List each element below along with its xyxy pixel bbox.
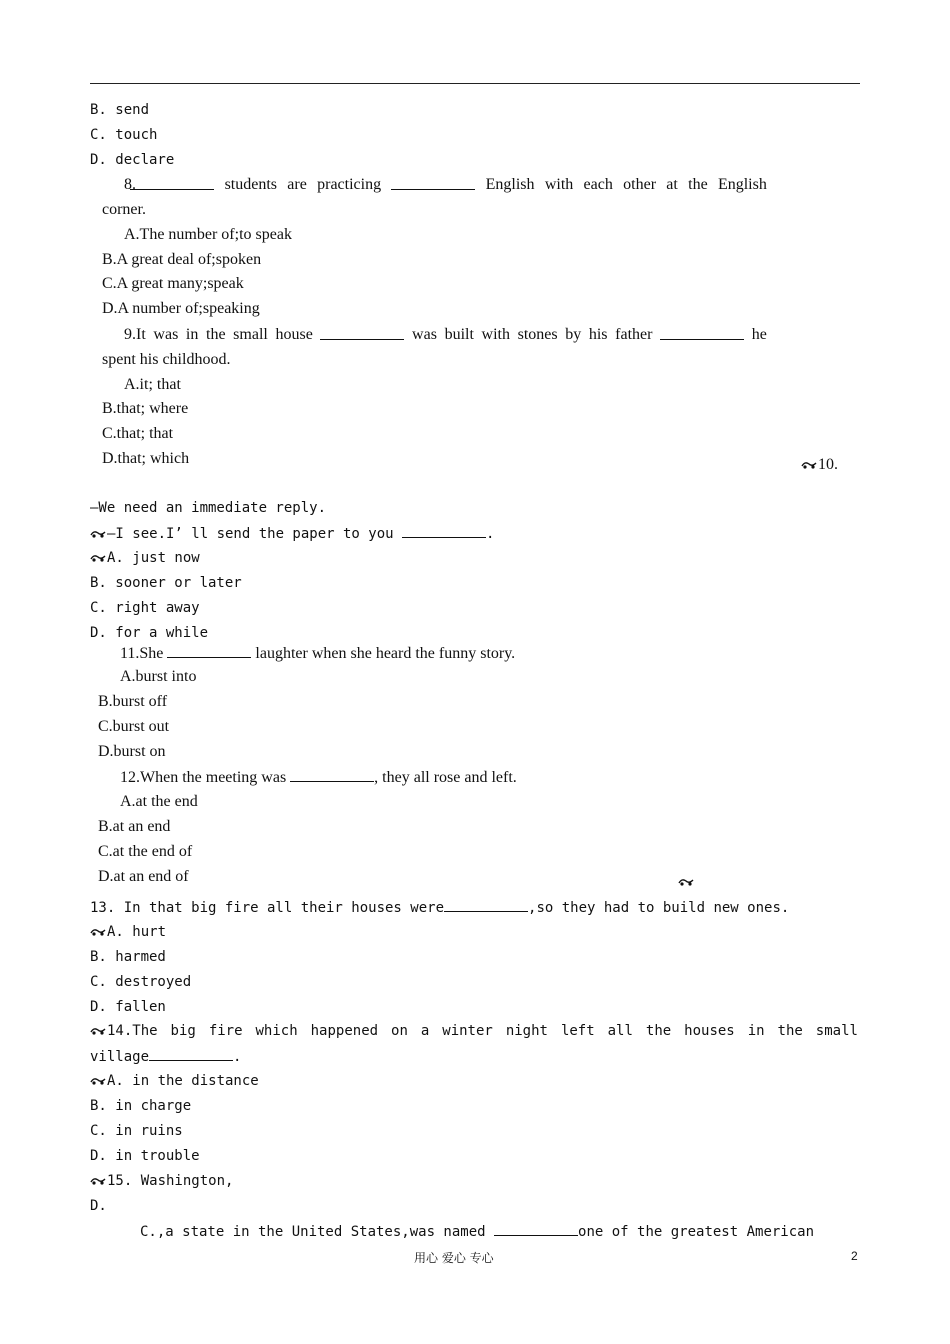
q12-marker xyxy=(678,871,695,891)
q13-option-b: B. harmed xyxy=(90,949,166,965)
q11-stem: 11.She laughter when she heard the funny story. xyxy=(120,645,516,662)
q14-option-b: B. in charge xyxy=(90,1098,192,1114)
q8-number: 8. xyxy=(124,176,136,193)
q10-option-c: C. right away xyxy=(90,600,200,616)
header-rule xyxy=(90,83,860,84)
q8-blank-1[interactable] xyxy=(130,175,214,190)
q10-dialogue-2: —I see.I’ ll send the paper to you . xyxy=(90,523,494,544)
q13-option-a: A. hurt xyxy=(90,922,166,942)
q10-dialogue-1: —We need an immediate reply. xyxy=(90,500,327,516)
q11-option-a: A.burst into xyxy=(120,668,197,685)
q8-option-c: C.A great many;speak xyxy=(102,275,244,292)
q8-option-b: B.A great deal of;spoken xyxy=(102,251,262,268)
q15-blank[interactable] xyxy=(494,1221,578,1236)
q14-option-c: C. in ruins xyxy=(90,1123,183,1139)
q12-stem: 12.When the meeting was , they all rose and left. xyxy=(120,769,517,786)
q7-option-d: D. declare xyxy=(90,152,175,168)
q13-blank[interactable] xyxy=(444,897,528,912)
q8-blank-2[interactable] xyxy=(391,175,475,190)
q15-stem-line3: C.,a state in the United States,was named one of the greatest American xyxy=(140,1221,814,1242)
q9-option-b: B.that; where xyxy=(102,400,189,417)
q13-option-d: D. fallen xyxy=(90,999,166,1015)
q12-option-c: C.at the end of xyxy=(98,843,193,860)
q10-blank[interactable] xyxy=(402,523,486,538)
page-number: 2 xyxy=(851,1249,858,1263)
flourish-marker-icon xyxy=(90,529,106,539)
flourish-marker-icon xyxy=(90,927,106,937)
q12-option-a: A.at the end xyxy=(120,793,198,810)
q12-blank[interactable] xyxy=(290,767,374,782)
flourish-marker-icon xyxy=(90,553,106,563)
q9-blank-2[interactable] xyxy=(660,325,744,340)
q14-stem-line2: village . xyxy=(90,1046,241,1067)
flourish-marker-icon xyxy=(90,1026,106,1036)
q9-option-a: A.it; that xyxy=(124,376,181,393)
q15-stem-line2: D. xyxy=(90,1198,107,1214)
q10-number: 10. xyxy=(801,455,838,475)
q10-option-b: B. sooner or later xyxy=(90,575,242,591)
q9-option-c: C.that; that xyxy=(102,425,174,442)
q9-stem: 9.It was in the small house was built with stones by his father he xyxy=(124,326,767,343)
q11-blank[interactable] xyxy=(167,643,251,658)
q8-stem-line2: corner. xyxy=(102,201,146,218)
flourish-marker-icon xyxy=(801,460,817,470)
q14-blank[interactable] xyxy=(149,1046,233,1061)
q8-stem: 8. students are practicing English with each other at the English xyxy=(124,176,767,193)
flourish-marker-icon xyxy=(678,877,694,887)
q11-option-c: C.burst out xyxy=(98,718,170,735)
footer-motto: 用心 爱心 专心 xyxy=(414,1251,494,1265)
q7-option-b: B. send xyxy=(90,102,150,118)
q13-option-c: C. destroyed xyxy=(90,974,192,990)
q9-option-d: D.that; which xyxy=(102,450,190,467)
q14-option-a: A. in the distance xyxy=(90,1071,259,1091)
q11-option-b: B.burst off xyxy=(98,693,168,710)
q8-option-d: D.A number of;speaking xyxy=(102,300,260,317)
q9-blank-1[interactable] xyxy=(320,325,404,340)
q9-stem-line2: spent his childhood. xyxy=(102,351,231,368)
flourish-marker-icon xyxy=(90,1076,106,1086)
q10-option-d: D. for a while xyxy=(90,625,209,641)
q13-stem: 13. In that big fire all their houses were ,so they had to build new ones. xyxy=(90,897,789,918)
q14-option-d: D. in trouble xyxy=(90,1148,200,1164)
q7-option-c: C. touch xyxy=(90,127,158,143)
q11-option-d: D.burst on xyxy=(98,743,166,760)
q8-option-a: A.The number of;to speak xyxy=(124,226,292,243)
flourish-marker-icon xyxy=(90,1176,106,1186)
q15-stem-line1: 15. Washington, xyxy=(90,1171,233,1191)
q12-option-b: B.at an end xyxy=(98,818,171,835)
q14-stem: 14.The big fire which happened on a winter night left all the houses in the small xyxy=(90,1021,858,1041)
q12-option-d: D.at an end of xyxy=(98,868,189,885)
q10-option-a: A. just now xyxy=(90,548,200,568)
